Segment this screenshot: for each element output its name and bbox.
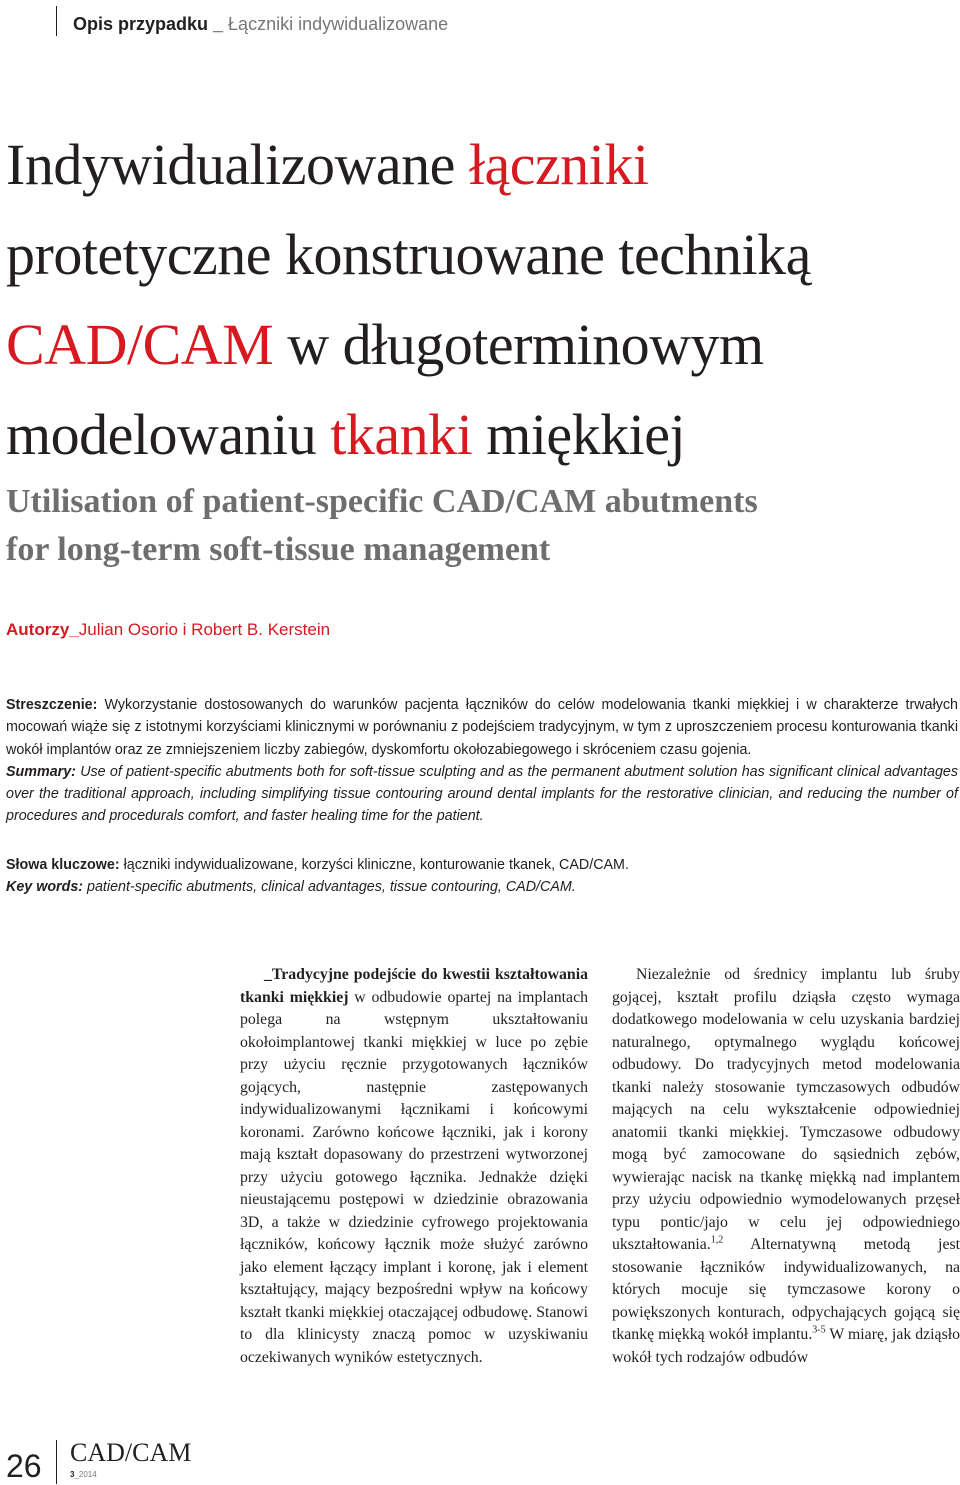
abstract-polish-label: Streszczenie:	[6, 697, 98, 713]
body-column-right	[612, 964, 960, 1369]
body-right-text-b: Alternatywną metodą jest stosowanie łączników indywidualizowanych, na których mocuje się tymczasowe korony o powiększonych konturach, odpychających gojącą się tkankę miękką wokół implantu.	[612, 1236, 960, 1343]
article-subtitle	[6, 478, 956, 574]
running-header-text	[73, 14, 448, 35]
subtitle-line-2: for long-term soft-tissue management	[6, 531, 551, 568]
body-left-text: w odbudowie opartej na implantach polega na wstępnym ukształtowaniu okołoimplantowej tkanki miękkiej w luce po zębie przy użyciu ręcznie przygotowanych łączników gojących, następnie zastępowanych indywidualizowanymi łącznikami i końcowymi koronami. Zarówno końcowe łączniki, jak i korony mają kształt dopasowany do przestrzeni wytworzonej przy użyciu gotowego łącznika. Jednakże dzięki nieustającemu postępowi w dziedzinie obrazowania 3D, a także w dziedzinie cyfrowego projektowania łączników, końcowy łącznik może służyć zarówno jako element łączący implant i koronę, jak i element kształtujący, mający bezpośredni wpływ na końcowy kształt tkanki miękkiej otaczającej odbudowę. Stanowi to dla klinicysty znaczą pomoc w uzyskiwaniu oczekiwanych wyników estetycznych.	[240, 988, 588, 1366]
keywords-polish-label: Słowa kluczowe:	[6, 856, 120, 873]
title-line-4: modelowaniu tkanki miękkiej	[6, 402, 686, 467]
body-right-text-a: Niezależnie od średnicy implantu lub śruby gojącej, kształt profilu dziąsła często wymaga dodatkowego modelowania w celu uzyskania bardziej naturalnego, optymalnego wyglądu końcowej odbudowy. Do tradycyjnych metod modelowania tkanki należy stosowanie tymczasowych odbudów mających na celu wykształcenie odpowiedniej anatomii tkanki miękkiej. Tymczasowe odbudowy mogą być zamocowane do sąsiednich zębów, wywierając nacisk na tkankę miękką nad implantem przy użyciu odpowiednio wymodelowanych przęseł typu pontic/jajo w celu jej odpowiedniego ukształtowania.	[612, 966, 960, 1253]
abstract-english-text: Use of patient-specific abutments both for soft-tissue sculpting and as the permanent abutment solution has significant clinical advantages over the traditional approach, including simplifying tissue contouring around dental implants for the restorative clinician, and reducing the number of procedures and procedurals comfort, and faster healing time for the patient.	[6, 763, 958, 825]
authors-names: Julian Osorio i Robert B. Kerstein	[78, 620, 331, 639]
body-right-text-c: W miarę, jak dziąsło wokół tych rodzajów odbudów	[612, 1326, 960, 1366]
section-label: Opis przypadku _	[73, 14, 224, 34]
abstract-english-label: Summary:	[6, 763, 76, 780]
keywords-polish	[6, 854, 958, 876]
title-line-1: Indywidualizowane łączniki	[6, 132, 649, 197]
abstract-english	[6, 761, 958, 828]
title-highlight: CAD/CAM	[6, 312, 274, 377]
keywords-english-text: patient-specific abutments, clinical advantages, tissue contouring, CAD/CAM.	[83, 879, 576, 896]
body-lead-in: _Tradycyjne podejście do kwestii kształtowania tkanki miękkiej	[240, 966, 588, 1006]
page-number: 26	[6, 1448, 42, 1484]
running-header	[56, 6, 449, 36]
abstract-polish	[6, 694, 958, 761]
article-title	[6, 120, 956, 480]
abstract-polish-text: Wykorzystanie dostosowanych do warunków pacjenta łączników do celów modelowania tkanki miękkiej i w charakterze trwałych mocowań wiąże się z istotnymi korzyściami klinicznymi w porównaniu z podejściem tradycyjnym, w tym z uproszczeniem procesu konturowania tkanki wokół implantów oraz ze zmniejszeniem liczby zabiegów, dyskomfortu okołozabiegowego i skróceniem czasu gojenia.	[6, 697, 958, 758]
authors-line	[6, 620, 330, 640]
keywords-polish-text: łączniki indywidualizowane, korzyści kliniczne, konturowanie tkanek, CAD/CAM.	[119, 856, 629, 873]
title-line-2: protetyczne konstruowane techniką	[6, 222, 811, 287]
title-highlight: tkanki	[330, 402, 473, 467]
title-line-3: CAD/CAM w długoterminowym	[6, 312, 764, 377]
subtitle-line-1: Utilisation of patient-specific CAD/CAM abutments	[6, 483, 758, 520]
footer-divider	[56, 1440, 57, 1484]
title-highlight: łączniki	[468, 132, 649, 197]
body-column-left	[240, 964, 588, 1369]
abstract-section	[6, 694, 958, 898]
citation-ref: 1,2	[710, 1234, 724, 1246]
keywords-english	[6, 876, 958, 898]
authors-label: Autorzy_	[6, 620, 79, 639]
issue-number: 3_2014	[70, 1470, 97, 1479]
magazine-brand: CAD/CAM	[70, 1438, 192, 1467]
citation-ref: 3-5	[812, 1324, 826, 1336]
keywords-english-label: Key words:	[6, 879, 84, 896]
section-topic: Łączniki indywidualizowane	[223, 14, 449, 34]
page-footer	[0, 1440, 960, 1484]
